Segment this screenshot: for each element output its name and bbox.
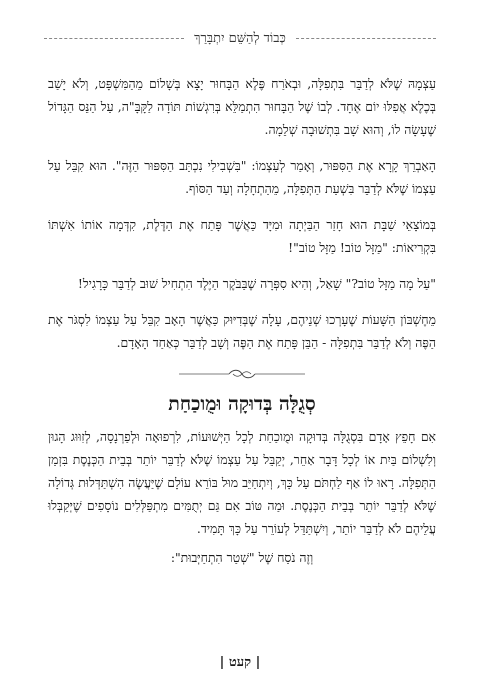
paragraph-1: עַצְמָהּ שֶׁלֹּא לְדַבֵּר בִּתְפִלָּה, וּבְאֹרַח פֶּלֶא הַבָּחוּר יָצָא בְּשָׁלוֹם מֵהַמִּשְׁפָּט, וְלֹא יָשַׁב בְּכֶלֶא אֲפִלּוּ יוֹם אֶחָד. לְבוֹ שֶׁל הַבָּחוּר הִתְמַלֵּא בְּרִגְשׁוֹת תּוֹדָה לַקָּבָּ"ה, עַל הַנֵּס הַגָּדוֹל שֶׁעָשָׂה לוֹ, וְהוּא שָׁב בִּתְשׁוּבָה שְׁלֵמָה. — [48, 76, 436, 137]
flourish-icon — [177, 367, 307, 381]
section-paragraph: אִם חָפֵץ אָדָם בִּסְגֻלָּה בְּדוּקָה וּמֻוכַחַת לְכָל הַיְּשׁוּעוֹת, לִרְפוּאָה וּלְפַרְנָסָה, לְזִוּוּג הָגוּן וְלִשְׁלוֹם בַּיִת אוֹ לְכָל דָּבָר אַחֵר, יְקַבֵּל עַל עַצְמוֹ שֶׁלֹּא לְדַבֵּר יוֹתֵר בְּבֵית הַכְּנֶסֶת בִּזְמַן הַתְּפִלָּה. רָאוּ לוֹ אַף לַחְתֹּם עַל כָּךְ, וְיִתְחַיֵּב מוּל בּוֹרֵא עוֹלָם שֶׁיַּעֲשֶׂה הִשְׁתַּדְּלוּת גְּדוֹלָה שֶׁלֹּא לְדַבֵּר יוֹתֵר בְּבֵית הַכְּנֶסֶת. וּמַה טּוֹב אִם גַּם יְתֻמִּים מִתְפַּלְּלִים נוֹסָפִים שֶׁיְּקַבְּלוּ עֲלֵיהֶם לֹא לְדַבֵּר יוֹתֵר, וְיִשְׁתַּדֵּל לְעוֹרֵר עַל כָּךְ תָּמִיד. — [48, 429, 436, 536]
running-header — [44, 30, 436, 46]
section-title: סְגֻלָּה בְּדוּקָה וּמֻוכַחַת — [168, 393, 316, 415]
paragraph-3: בְּמוֹצָאֵי שַׁבָּת הוּא חָזַר הַבַּיְתָה וּמִיָּד כַּאֲשֶׁר פָּתַח אֶת הַדֶּלֶת, קִדְּמָה אוֹתוֹ אִשְׁתּוֹ בִּקְרִיאוֹת: "מַזָּל טוֹב! מַזָּל טוֹב"! — [48, 217, 436, 255]
paragraph-4: "עַל מָה מַזָּל טוֹב?" שָׁאַל, וְהִיא סִפְּרָה שֶׁבַּבֹּקֶר הַיֶּלֶד הִתְחִיל שׁוּב לְדַבֵּר כָּרָגִיל! — [77, 276, 436, 291]
page-number: | קעט | — [219, 655, 261, 670]
paragraph-2: הָאַבְרֵךְ קָרָא אֶת הַסִּפּוּר, וְאָמַר לְעַצְמוֹ: "בִּשְׁבִילִי נִכְתַּב הַסִּפּוּר הַזֶּה". הוּא קִבֵּל עַל עַצְמוֹ שֶׁלֹּא לְדַבֵּר בִּשְׁעַת הַתְּפִלָּה, מֵהַתְחָלָה וְעַד הַסּוֹף. — [48, 158, 436, 196]
header-rule-right — [296, 38, 436, 39]
section — [48, 389, 436, 569]
page-body — [48, 72, 436, 569]
header-rule-left — [44, 38, 184, 39]
paragraph-5: מֵחֶשְׁבּוֹן הַשָּׁעוֹת שֶׁעָרְכוּ שְׁנֵיהֶם, עָלָה שֶׁבְּדִיּוּק כַּאֲשֶׁר הָאָב קִבֵּל עַל עַצְמוֹ לִסְגֹּר אֶת הַפֶּה וְלֹא לְדַבֵּר בִּתְפִלָּה - הַבֵּן פָּתַח אֶת הַפֶּה וְשָׁב לְדַבֵּר כְּאַחַד הָאָדָם. — [48, 312, 436, 350]
header-title: כְּבוֹד לְהַשֵּׁם יִתְבָּרַךְ — [194, 31, 286, 46]
formula-intro: וְזֶה נֹסַח שֶׁל "שְׁטַר הִתְחַיְּבוּת": — [170, 550, 314, 565]
ornament-divider — [48, 367, 436, 381]
